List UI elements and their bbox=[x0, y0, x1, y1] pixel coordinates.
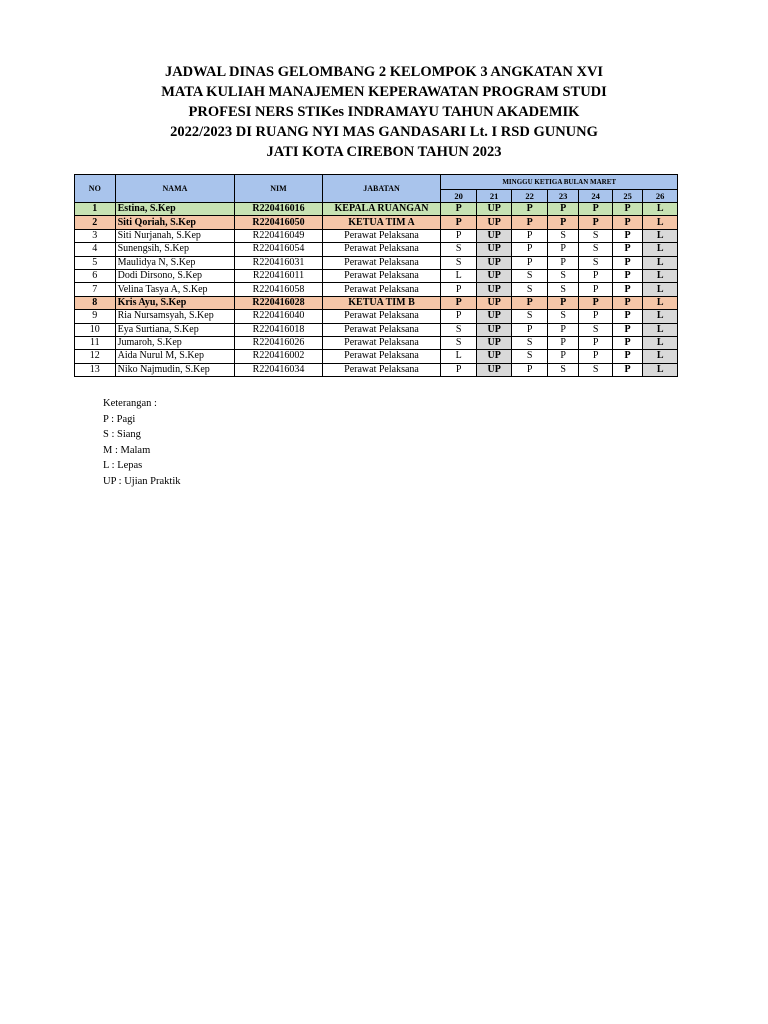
shift-cell: UP bbox=[476, 256, 512, 269]
shift-cell: P bbox=[612, 310, 642, 323]
row-nama: Eya Surtiana, S.Kep bbox=[115, 323, 235, 336]
row-jabatan: Perawat Pelaksana bbox=[322, 243, 441, 256]
shift-cell: P bbox=[579, 203, 612, 216]
shift-cell: P bbox=[547, 296, 578, 309]
row-nim: R220416049 bbox=[235, 229, 322, 242]
shift-cell: UP bbox=[476, 323, 512, 336]
shift-cell: S bbox=[579, 243, 612, 256]
shift-cell: P bbox=[441, 296, 477, 309]
row-nama: Jumaroh, S.Kep bbox=[115, 336, 235, 349]
table-row bbox=[75, 323, 678, 336]
table-row bbox=[75, 216, 678, 229]
shift-cell: P bbox=[579, 310, 612, 323]
shift-cell: L bbox=[643, 243, 678, 256]
shift-cell: P bbox=[512, 323, 548, 336]
shift-cell: P bbox=[579, 283, 612, 296]
row-nama: Siti Nurjanah, S.Kep bbox=[115, 229, 235, 242]
row-nama: Ria Nursamsyah, S.Kep bbox=[115, 310, 235, 323]
row-jabatan: Perawat Pelaksana bbox=[322, 229, 441, 242]
shift-cell: L bbox=[643, 203, 678, 216]
shift-cell: P bbox=[547, 216, 578, 229]
row-jabatan: Perawat Pelaksana bbox=[322, 323, 441, 336]
title-line: 2022/2023 DI RUANG NYI MAS GANDASARI Lt. I RSD GUNUNG bbox=[170, 124, 598, 140]
header-nama: NAMA bbox=[115, 175, 235, 203]
row-no: 6 bbox=[75, 269, 116, 282]
row-nim: R220416002 bbox=[235, 350, 322, 363]
shift-cell: L bbox=[643, 350, 678, 363]
row-jabatan: Perawat Pelaksana bbox=[322, 269, 441, 282]
shift-cell: S bbox=[512, 269, 548, 282]
shift-cell: P bbox=[441, 203, 477, 216]
shift-cell: P bbox=[612, 256, 642, 269]
row-nim: R220416050 bbox=[235, 216, 322, 229]
header-day: 23 bbox=[547, 190, 578, 203]
header-day: 20 bbox=[441, 190, 477, 203]
row-nama: Niko Najmudin, S.Kep bbox=[115, 363, 235, 376]
row-no: 9 bbox=[75, 310, 116, 323]
row-nama: Aida Nurul M, S.Kep bbox=[115, 350, 235, 363]
shift-cell: S bbox=[441, 323, 477, 336]
shift-cell: P bbox=[512, 243, 548, 256]
row-nama: Dodi Dirsono, S.Kep bbox=[115, 269, 235, 282]
title-line: PROFESI NERS STIKes INDRAMAYU TAHUN AKADEMIK bbox=[188, 104, 580, 120]
shift-cell: S bbox=[512, 336, 548, 349]
header-day: 25 bbox=[612, 190, 642, 203]
row-no: 7 bbox=[75, 283, 116, 296]
shift-cell: P bbox=[612, 363, 642, 376]
shift-cell: UP bbox=[476, 363, 512, 376]
row-no: 12 bbox=[75, 350, 116, 363]
shift-cell: L bbox=[643, 363, 678, 376]
shift-cell: P bbox=[512, 363, 548, 376]
row-nim: R220416028 bbox=[235, 296, 322, 309]
shift-cell: P bbox=[612, 229, 642, 242]
row-jabatan: Perawat Pelaksana bbox=[322, 256, 441, 269]
row-jabatan: Perawat Pelaksana bbox=[322, 350, 441, 363]
shift-cell: L bbox=[643, 336, 678, 349]
shift-cell: S bbox=[579, 323, 612, 336]
row-jabatan: KEPALA RUANGAN bbox=[322, 203, 441, 216]
shift-cell: UP bbox=[476, 243, 512, 256]
table-row bbox=[75, 336, 678, 349]
shift-cell: UP bbox=[476, 216, 512, 229]
legend-item: M : Malam bbox=[103, 444, 151, 456]
row-jabatan: Perawat Pelaksana bbox=[322, 363, 441, 376]
legend-item: S : Siang bbox=[103, 429, 141, 440]
row-jabatan: Perawat Pelaksana bbox=[322, 283, 441, 296]
header-day: 22 bbox=[512, 190, 548, 203]
shift-cell: S bbox=[512, 310, 548, 323]
shift-cell: P bbox=[612, 296, 642, 309]
shift-cell: S bbox=[547, 283, 578, 296]
legend-item: L : Lepas bbox=[103, 460, 143, 471]
header-week: MINGGU KETIGA BULAN MARET bbox=[441, 175, 678, 190]
shift-cell: L bbox=[643, 269, 678, 282]
shift-cell: UP bbox=[476, 296, 512, 309]
shift-cell: S bbox=[441, 243, 477, 256]
row-nim: R220416031 bbox=[235, 256, 322, 269]
table-row bbox=[75, 229, 678, 242]
shift-cell: P bbox=[547, 203, 578, 216]
header-day: 24 bbox=[579, 190, 612, 203]
shift-cell: L bbox=[643, 256, 678, 269]
row-nim: R220416034 bbox=[235, 363, 322, 376]
shift-cell: P bbox=[579, 216, 612, 229]
row-jabatan: Perawat Pelaksana bbox=[322, 336, 441, 349]
title-line: JADWAL DINAS GELOMBANG 2 KELOMPOK 3 ANGKATAN XVI bbox=[164, 64, 604, 80]
shift-cell: S bbox=[547, 269, 578, 282]
shift-cell: UP bbox=[476, 336, 512, 349]
shift-cell: P bbox=[547, 323, 578, 336]
header-jabatan: JABATAN bbox=[322, 175, 441, 203]
document-title bbox=[150, 62, 618, 162]
shift-cell: P bbox=[612, 336, 642, 349]
row-jabatan: KETUA TIM B bbox=[322, 296, 441, 309]
shift-cell: P bbox=[612, 243, 642, 256]
shift-cell: P bbox=[547, 350, 578, 363]
row-nama: Siti Qoriah, S.Kep bbox=[115, 216, 235, 229]
table-row bbox=[75, 363, 678, 376]
shift-cell: UP bbox=[476, 203, 512, 216]
table-row bbox=[75, 243, 678, 256]
shift-cell: P bbox=[441, 283, 477, 296]
shift-cell: P bbox=[512, 203, 548, 216]
shift-cell: P bbox=[547, 256, 578, 269]
row-no: 10 bbox=[75, 323, 116, 336]
shift-cell: S bbox=[579, 256, 612, 269]
shift-cell: P bbox=[512, 216, 548, 229]
shift-cell: L bbox=[643, 229, 678, 242]
row-nama: Estina, S.Kep bbox=[115, 203, 235, 216]
row-no: 5 bbox=[75, 256, 116, 269]
table-row bbox=[75, 269, 678, 282]
row-nim: R220416040 bbox=[235, 310, 322, 323]
shift-cell: S bbox=[441, 336, 477, 349]
shift-cell: S bbox=[512, 283, 548, 296]
shift-cell: L bbox=[643, 296, 678, 309]
title-line: JATI KOTA CIREBON TAHUN 2023 bbox=[266, 144, 502, 160]
row-jabatan: KETUA TIM A bbox=[322, 216, 441, 229]
table-row bbox=[75, 203, 678, 216]
shift-cell: L bbox=[643, 310, 678, 323]
shift-cell: S bbox=[547, 310, 578, 323]
shift-cell: P bbox=[512, 296, 548, 309]
shift-cell: UP bbox=[476, 310, 512, 323]
row-no: 8 bbox=[75, 296, 116, 309]
shift-cell: L bbox=[643, 283, 678, 296]
row-jabatan: Perawat Pelaksana bbox=[322, 310, 441, 323]
header-no: NO bbox=[75, 175, 116, 203]
row-nama: Velina Tasya A, S.Kep bbox=[115, 283, 235, 296]
shift-cell: P bbox=[612, 203, 642, 216]
schedule-body bbox=[75, 203, 678, 377]
title-line: MATA KULIAH MANAJEMEN KEPERAWATAN PROGRAM STUDI bbox=[161, 84, 607, 100]
shift-cell: P bbox=[441, 229, 477, 242]
shift-cell: UP bbox=[476, 350, 512, 363]
shift-cell: P bbox=[441, 363, 477, 376]
table-row bbox=[75, 283, 678, 296]
shift-cell: UP bbox=[476, 283, 512, 296]
shift-cell: L bbox=[441, 350, 477, 363]
shift-cell: P bbox=[441, 310, 477, 323]
schedule-table bbox=[74, 174, 678, 377]
legend bbox=[103, 396, 180, 489]
row-no: 4 bbox=[75, 243, 116, 256]
row-no: 1 bbox=[75, 203, 116, 216]
legend-title: Keterangan : bbox=[103, 398, 157, 409]
table-row bbox=[75, 310, 678, 323]
row-nim: R220416058 bbox=[235, 283, 322, 296]
shift-cell: P bbox=[547, 243, 578, 256]
table-row bbox=[75, 256, 678, 269]
row-nim: R220416011 bbox=[235, 269, 322, 282]
shift-cell: P bbox=[579, 296, 612, 309]
shift-cell: P bbox=[547, 336, 578, 349]
shift-cell: P bbox=[612, 283, 642, 296]
header-day: 21 bbox=[476, 190, 512, 203]
shift-cell: UP bbox=[476, 229, 512, 242]
shift-cell: P bbox=[441, 216, 477, 229]
shift-cell: P bbox=[612, 350, 642, 363]
shift-cell: P bbox=[612, 216, 642, 229]
shift-cell: L bbox=[441, 269, 477, 282]
row-no: 2 bbox=[75, 216, 116, 229]
shift-cell: S bbox=[547, 229, 578, 242]
row-no: 13 bbox=[75, 363, 116, 376]
shift-cell: P bbox=[579, 336, 612, 349]
shift-cell: S bbox=[579, 229, 612, 242]
header-day: 26 bbox=[643, 190, 678, 203]
shift-cell: P bbox=[579, 269, 612, 282]
row-nim: R220416018 bbox=[235, 323, 322, 336]
row-no: 3 bbox=[75, 229, 116, 242]
shift-cell: L bbox=[643, 216, 678, 229]
header-nim: NIM bbox=[235, 175, 322, 203]
legend-item: P : Pagi bbox=[103, 413, 136, 425]
row-nim: R220416026 bbox=[235, 336, 322, 349]
shift-cell: P bbox=[512, 256, 548, 269]
shift-cell: S bbox=[441, 256, 477, 269]
row-nim: R220416054 bbox=[235, 243, 322, 256]
row-nama: Kris Ayu, S.Kep bbox=[115, 296, 235, 309]
table-row bbox=[75, 296, 678, 309]
shift-cell: P bbox=[579, 350, 612, 363]
table-row bbox=[75, 350, 678, 363]
row-nama: Maulidya N, S.Kep bbox=[115, 256, 235, 269]
row-nama: Sunengsih, S.Kep bbox=[115, 243, 235, 256]
shift-cell: P bbox=[612, 269, 642, 282]
shift-cell: UP bbox=[476, 269, 512, 282]
shift-cell: P bbox=[612, 323, 642, 336]
shift-cell: L bbox=[643, 323, 678, 336]
legend-item: UP : Ujian Praktik bbox=[103, 475, 181, 487]
row-no: 11 bbox=[75, 336, 116, 349]
shift-cell: S bbox=[512, 350, 548, 363]
shift-cell: S bbox=[579, 363, 612, 376]
shift-cell: S bbox=[547, 363, 578, 376]
row-nim: R220416016 bbox=[235, 203, 322, 216]
shift-cell: P bbox=[512, 229, 548, 242]
